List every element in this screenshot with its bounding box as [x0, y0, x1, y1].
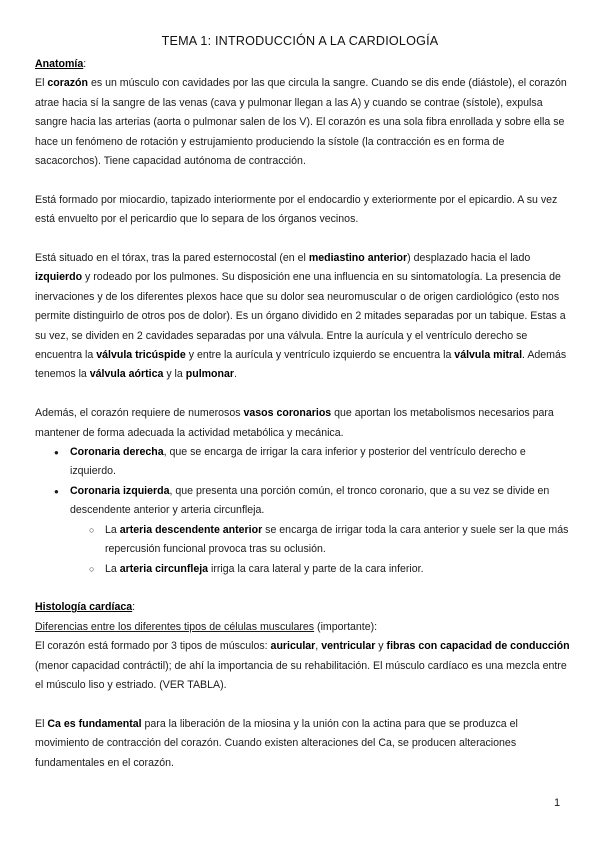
paragraph-anatomia-1: El corazón es un músculo con cavidades por las que circula la sangre. Cuando se dis ende (diástole), el corazón atrae hacia sí la sangre de las venas (cava y pulmonar llegan a las A) y cuando se contrae (sístole), expulsa sangre hacia las arterias (aorta o pulmonar salen de los V). El corazón es una sola fibra enrollada y sobre ella se hace un fenómeno de rotación y estrujamiento produciendo la sístole (la contracción es en forma de sacacorchos). Tiene capacidad autónoma de contracción. [35, 77, 567, 168]
paragraph-histologia-2: El Ca es fundamental para la liberación de la miosina y la unión con la actina para que se produzca el movimiento de contracción del corazón. Cuando existen alteraciones del Ca, se producen alteraciones fundamentales en el corazón. [35, 717, 518, 769]
paragraph-histologia-1: El corazón está formado por 3 tipos de músculos: auricular, ventricular y fibras con capacidad de conducción (menor capacidad contráctil); de ahí la importancia de su rehabilitación. El músculo cardíaco es una mezcla entre el músculo liso y estriado. (VER TABLA). [35, 640, 570, 691]
list-item-arteria-circunfleja: ○ La arteria circunfleja irriga la cara lateral y parte de la cara inferior. [35, 560, 570, 579]
subheading-celulas: Diferencias entre los diferentes tipos de células musculares (importante): [35, 620, 378, 633]
page-title: TEMA 1: INTRODUCCIÓN A LA CARDIOLOGÍA [161, 34, 439, 48]
page-number: 1 [554, 797, 561, 809]
section-heading-histologia: Histología cardíaca: [35, 601, 136, 614]
list-item-coronaria-derecha: ● Coronaria derecha, que se encarga de irrigar la cara inferior y posterior del ventrículo derecho e izquierdo. [35, 443, 570, 482]
section-heading-anatomia: Anatomía: [35, 58, 87, 70]
coronaria-list [35, 443, 570, 579]
list-item-arteria-descendente: ○ La arteria descendente anterior se encarga de irrigar toda la cara anterior y suele ser la que más repercusión funcional provoca tras su oclusión. [35, 521, 570, 560]
paragraph-anatomia-4: Además, el corazón requiere de numerosos vasos coronarios que aportan los metabolismos necesarios para mantener de forma adecuada la actividad metabólica y mecánica. [35, 407, 554, 439]
paragraph-anatomia-2: Está formado por miocardio, tapizado interiormente por el endocardio y exteriormente por el epicardio. A su vez está envuelto por el pericardio que lo separa de los órganos vecinos. [35, 193, 558, 226]
document-body [35, 55, 570, 773]
paragraph-anatomia-3: Está situado en el tórax, tras la pared esternocostal (en el mediastino anterior) desplazado hacia el lado izquierdo y rodeado por los pulmones. Su disposición ene una influencia en su sintomatología. La presencia de inervaciones y de los diferentes plexos hace que su dolor sea neuromuscular o de origen cardiológico (esto nos permite distinguirlo de otros pos de dolor). Es un órgano dividido en 2 mitades separadas por un tabique. Estas a su vez, se dividen en 2 cavidades separadas por una válvula. Entre la aurícula y el ventrículo derecho se encuentra la válvula tricúspide y entre la aurícula y ventrículo izquierdo se encuentra la válvula mitral. Además tenemos la válvula aórtica y la pulmonar. [35, 252, 567, 381]
list-item-coronaria-izquierda: ● Coronaria izquierda, que presenta una porción común, el tronco coronario, que a su vez se divide en descendente anterior y arteria circunfleja. [35, 482, 570, 521]
